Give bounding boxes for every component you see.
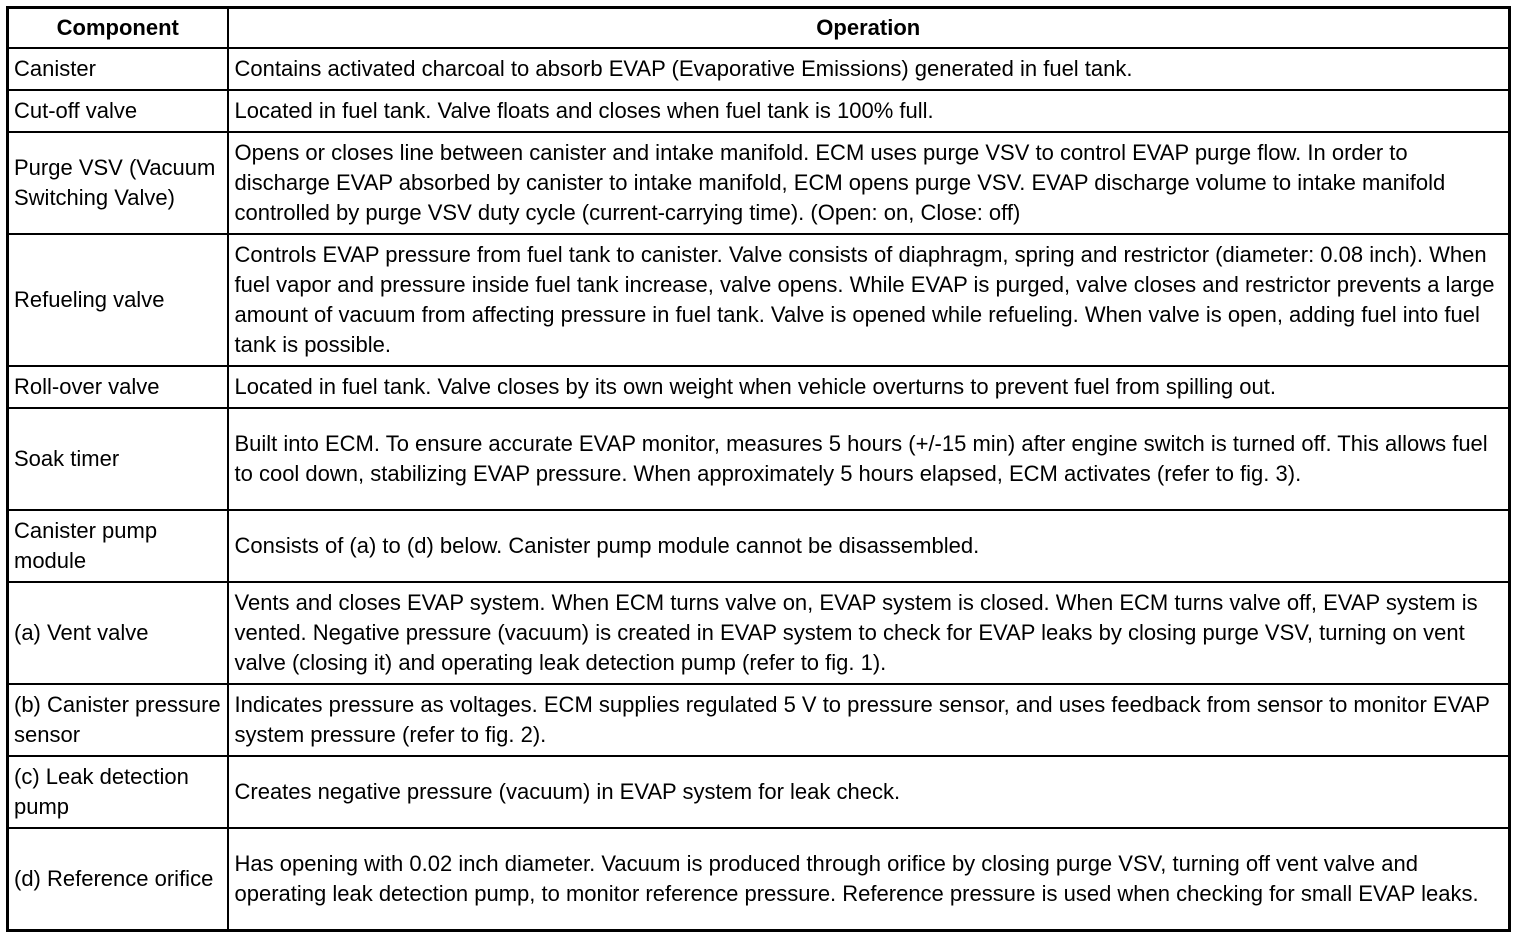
component-cell: Canister pump module (8, 510, 228, 582)
component-cell: Roll-over valve (8, 366, 228, 408)
component-cell: Purge VSV (Vacuum Switching Valve) (8, 132, 228, 234)
table-row (8, 234, 1510, 366)
table-row (8, 828, 1510, 930)
table-row (8, 48, 1510, 90)
operation-cell: Built into ECM. To ensure accurate EVAP monitor, measures 5 hours (+/-15 min) after engine switch is turned off. This allows fuel to cool down, stabilizing EVAP pressure. When approximately 5 hours elapsed, ECM activates (refer to fig. 3). (228, 408, 1510, 510)
table-row (8, 90, 1510, 132)
component-cell: (d) Reference orifice (8, 828, 228, 930)
operation-cell: Contains activated charcoal to absorb EVAP (Evaporative Emissions) generated in fuel tank. (228, 48, 1510, 90)
operation-cell: Located in fuel tank. Valve floats and closes when fuel tank is 100% full. (228, 90, 1510, 132)
component-cell: Refueling valve (8, 234, 228, 366)
table-row (8, 756, 1510, 828)
table-row (8, 366, 1510, 408)
table-row (8, 510, 1510, 582)
table-row (8, 582, 1510, 684)
table-row (8, 408, 1510, 510)
component-cell: (c) Leak detection pump (8, 756, 228, 828)
component-cell: Cut-off valve (8, 90, 228, 132)
component-cell: (b) Canister pressure sensor (8, 684, 228, 756)
component-cell: Canister (8, 48, 228, 90)
operation-cell: Creates negative pressure (vacuum) in EVAP system for leak check. (228, 756, 1510, 828)
component-cell: (a) Vent valve (8, 582, 228, 684)
operation-cell: Indicates pressure as voltages. ECM supplies regulated 5 V to pressure sensor, and uses feedback from sensor to monitor EVAP system pressure (refer to fig. 2). (228, 684, 1510, 756)
operation-cell: Located in fuel tank. Valve closes by its own weight when vehicle overturns to prevent fuel from spilling out. (228, 366, 1510, 408)
component-operation-table (6, 6, 1511, 932)
operation-cell: Has opening with 0.02 inch diameter. Vacuum is produced through orifice by closing purge VSV, turning off vent valve and operating leak detection pump, to monitor reference pressure. Reference pressure is used when checking for small EVAP leaks. (228, 828, 1510, 930)
operation-cell: Consists of (a) to (d) below. Canister pump module cannot be disassembled. (228, 510, 1510, 582)
header-component: Component (8, 8, 228, 49)
component-cell: Soak timer (8, 408, 228, 510)
operation-cell: Controls EVAP pressure from fuel tank to canister. Valve consists of diaphragm, spring and restrictor (diameter: 0.08 inch). When fuel vapor and pressure inside fuel tank increase, valve opens. While EVAP is purged, valve closes and restrictor prevents a large amount of vacuum from affecting pressure in fuel tank. Valve is opened while refueling. When valve is open, adding fuel into fuel tank is possible. (228, 234, 1510, 366)
header-row (8, 8, 1510, 49)
table-row (8, 684, 1510, 756)
header-operation: Operation (228, 8, 1510, 49)
operation-cell: Opens or closes line between canister and intake manifold. ECM uses purge VSV to control EVAP purge flow. In order to discharge EVAP absorbed by canister to intake manifold, ECM opens purge VSV. EVAP discharge volume to intake manifold controlled by purge VSV duty cycle (current-carrying time). (Open: on, Close: off) (228, 132, 1510, 234)
table-row (8, 132, 1510, 234)
operation-cell: Vents and closes EVAP system. When ECM turns valve on, EVAP system is closed. When ECM turns valve off, EVAP system is vented. Negative pressure (vacuum) is created in EVAP system to check for EVAP leaks by closing purge VSV, turning on vent valve (closing it) and operating leak detection pump (refer to fig. 1). (228, 582, 1510, 684)
